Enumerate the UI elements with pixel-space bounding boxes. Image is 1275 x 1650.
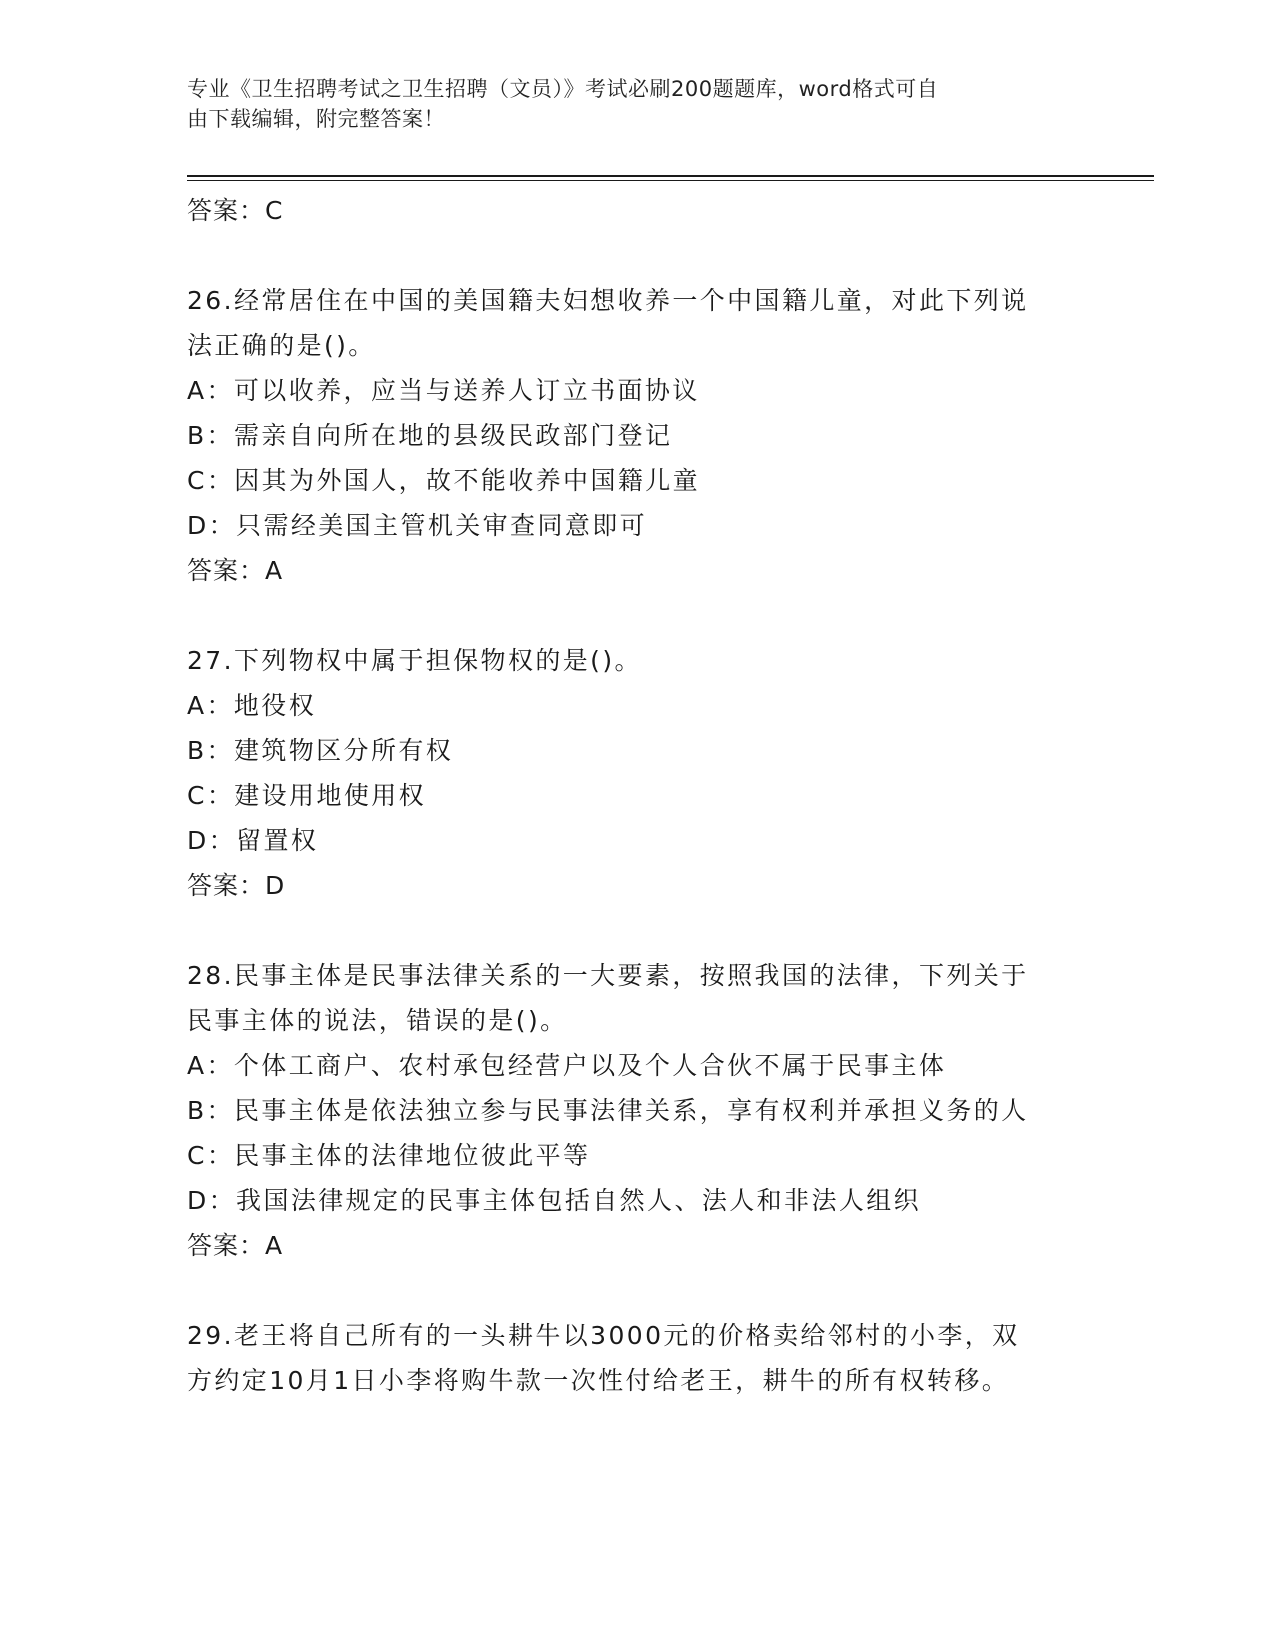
question-26 — [187, 278, 1087, 594]
question-27-answer: 答案：D — [187, 871, 286, 900]
question-28-option-c: C：民事主体的法律地位彼此平等 — [187, 1141, 591, 1170]
question-26-answer: 答案：A — [187, 556, 284, 585]
question-26-option-c: C：因其为外国人，故不能收养中国籍儿童 — [187, 466, 701, 495]
question-29 — [187, 1313, 1087, 1403]
header-line-2: 由下载编辑，附完整答案！ — [187, 107, 445, 131]
question-29-text-line-1: 29.老王将自己所有的一头耕牛以3000元的价格卖给邻村的小李，双 — [187, 1321, 1020, 1350]
header-divider-thick — [187, 175, 1154, 177]
question-28-option-b: B：民事主体是依法独立参与民事法律关系，享有权利并承担义务的人 — [187, 1096, 1029, 1125]
question-26-option-b: B：需亲自向所在地的县级民政部门登记 — [187, 421, 673, 450]
header-line-1: 专业《卫生招聘考试之卫生招聘（文员）》考试必刷200题题库，word格式可自 — [187, 77, 939, 101]
question-27-text-line-1: 27.下列物权中属于担保物权的是()。 — [187, 646, 642, 675]
question-28 — [187, 953, 1087, 1269]
spacer — [187, 909, 1087, 953]
question-content — [187, 188, 1087, 1403]
question-26-text-line-1: 26.经常居住在中国的美国籍夫妇想收养一个中国籍儿童，对此下列说 — [187, 286, 1029, 315]
question-26-option-d: D：只需经美国主管机关审查同意即可 — [187, 511, 648, 540]
question-28-text-line-1: 28.民事主体是民事法律关系的一大要素，按照我国的法律，下列关于 — [187, 961, 1029, 990]
question-27-option-a: A：地役权 — [187, 691, 317, 720]
spacer — [187, 1269, 1087, 1313]
question-27-option-c: C：建设用地使用权 — [187, 781, 427, 810]
question-27 — [187, 638, 1087, 909]
question-26-text-line-2: 法正确的是()。 — [187, 331, 376, 360]
spacer — [187, 594, 1087, 638]
question-26-option-a: A：可以收养，应当与送养人订立书面协议 — [187, 376, 700, 405]
question-28-text-line-2: 民事主体的说法，错误的是()。 — [187, 1006, 568, 1035]
question-28-option-a: A：个体工商户、农村承包经营户以及个人合伙不属于民事主体 — [187, 1051, 947, 1080]
question-28-answer: 答案：A — [187, 1231, 284, 1260]
question-28-option-d: D：我国法律规定的民事主体包括自然人、法人和非法人组织 — [187, 1186, 922, 1215]
spacer — [187, 234, 1087, 278]
question-29-text-line-2: 方约定10月1日小李将购牛款一次性付给老王，耕牛的所有权转移。 — [187, 1366, 1010, 1395]
header-divider-thin — [187, 180, 1154, 181]
previous-answer: 答案：C — [187, 196, 284, 225]
question-27-option-b: B：建筑物区分所有权 — [187, 736, 454, 765]
question-27-option-d: D：留置权 — [187, 826, 319, 855]
document-header — [187, 74, 1067, 134]
